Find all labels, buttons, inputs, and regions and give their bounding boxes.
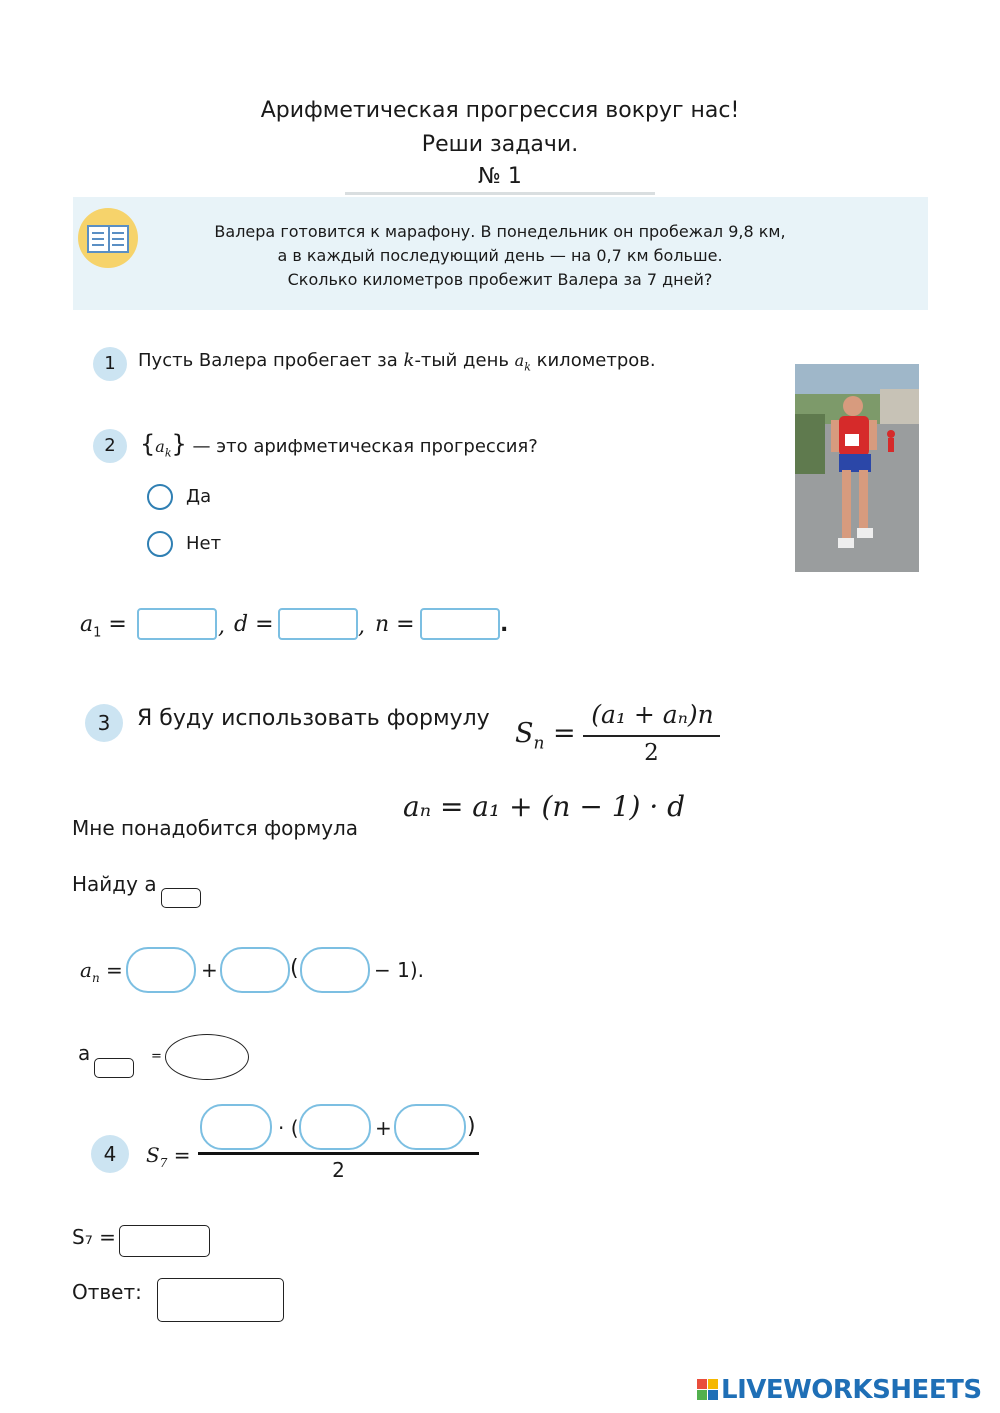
d-input[interactable] xyxy=(278,608,358,640)
equals: = xyxy=(173,1143,191,1167)
comma: , xyxy=(358,614,365,639)
step-1-text-b: -тый день xyxy=(414,350,515,371)
equals: = xyxy=(151,1049,162,1064)
an-n-input[interactable] xyxy=(300,947,370,993)
an-a1-input[interactable] xyxy=(126,947,196,993)
task-top-divider xyxy=(345,192,655,195)
a-index-input[interactable] xyxy=(94,1058,134,1078)
brace-close: } xyxy=(171,430,187,458)
a-value-input[interactable] xyxy=(165,1034,249,1080)
logo-mark-icon xyxy=(697,1379,719,1401)
sum-formula-denominator: 2 xyxy=(644,740,659,766)
equals: = xyxy=(106,958,123,982)
open-paren: ( xyxy=(290,956,299,981)
s7-denominator: 2 xyxy=(332,1158,345,1182)
answer-label: Ответ: xyxy=(72,1280,142,1304)
problem-number: № 1 xyxy=(478,164,522,189)
step-3-badge: 3 xyxy=(85,704,123,742)
logo-text: LIVEWORKSHEETS xyxy=(721,1375,982,1405)
step-1-text-a: Пусть Валера пробегает за xyxy=(138,350,404,371)
comma: , xyxy=(218,614,225,639)
step-4-badge: 4 xyxy=(91,1135,129,1173)
var-a1-sub: 1 xyxy=(93,625,102,641)
radio-no-label: Нет xyxy=(186,533,222,554)
var-a-sub: k xyxy=(164,446,172,460)
minus-one-tail: − 1). xyxy=(374,958,424,982)
answer-input[interactable] xyxy=(157,1278,284,1322)
runner-photo xyxy=(795,364,919,572)
fraction-bar xyxy=(198,1152,479,1155)
n-input[interactable] xyxy=(420,608,500,640)
step-2-question: — это арифметическая прогрессия? xyxy=(186,436,538,457)
radio-yes[interactable] xyxy=(147,484,173,510)
book-icon xyxy=(78,208,138,268)
a-label: а xyxy=(78,1041,91,1065)
sum-formula-lhs xyxy=(515,718,576,753)
var-a: a xyxy=(514,351,525,370)
brace-open: { xyxy=(140,430,156,458)
equals: = xyxy=(553,718,576,749)
var-a-sub: k xyxy=(524,360,531,374)
param-n-label xyxy=(375,612,415,637)
task-line-3: Сколько километров пробежит Валера за 7 дней? xyxy=(287,270,713,289)
s7-label: S₇ = xyxy=(72,1225,116,1249)
s7-an-input[interactable] xyxy=(394,1104,466,1150)
nth-term-formula: aₙ = a₁ + (n − 1) · d xyxy=(403,790,686,823)
need-formula-text: Мне понадобится формула xyxy=(72,816,359,840)
an-label xyxy=(80,958,123,985)
var-s: S xyxy=(515,718,534,749)
equals: = xyxy=(108,612,127,637)
dot-open-paren: · ( xyxy=(278,1116,299,1140)
s7-formula-lhs xyxy=(146,1143,190,1170)
fraction-bar xyxy=(583,735,720,737)
page-title: Арифметическая прогрессия вокруг нас! xyxy=(260,98,740,123)
task-line-1: Валера готовится к марафону. В понедельник он пробежал 9,8 км, xyxy=(214,222,786,241)
var-k: k xyxy=(403,350,415,371)
close-paren: ) xyxy=(467,1114,476,1139)
equals: = xyxy=(255,612,274,637)
var-d: d xyxy=(234,612,249,637)
s7-n-input[interactable] xyxy=(200,1104,272,1150)
task-text xyxy=(140,220,860,292)
liveworksheets-logo xyxy=(697,1375,982,1411)
sum-formula-numerator: (a₁ + aₙ)n xyxy=(591,700,714,729)
task-line-2: а в каждый последующий день — на 0,7 км больше. xyxy=(277,246,723,265)
s7-result-input[interactable] xyxy=(119,1225,210,1257)
period: . xyxy=(500,612,509,637)
step-2-text xyxy=(140,430,538,460)
param-d-label xyxy=(234,612,274,637)
radio-no[interactable] xyxy=(147,531,173,557)
step-1-text xyxy=(138,350,656,374)
step-2-badge: 2 xyxy=(93,429,127,463)
var-s: S xyxy=(146,1143,160,1167)
a1-input[interactable] xyxy=(137,608,217,640)
an-d-input[interactable] xyxy=(220,947,290,993)
s7-a1-input[interactable] xyxy=(299,1104,371,1150)
var-s-sub: n xyxy=(533,733,545,754)
find-index-input[interactable] xyxy=(161,888,201,908)
plus-sign: + xyxy=(375,1116,392,1140)
var-n: n xyxy=(375,612,390,637)
var-a1: a xyxy=(80,612,94,637)
var-a-sub: n xyxy=(91,971,100,985)
var-a: a xyxy=(80,958,92,982)
step-3-text: Я буду использовать формулу xyxy=(137,706,490,731)
var-s-sub: 7 xyxy=(159,1156,168,1170)
plus-sign: + xyxy=(201,958,218,982)
find-text: Найду а xyxy=(72,872,157,896)
page-subtitle: Реши задачи. xyxy=(421,132,579,157)
equals: = xyxy=(396,612,415,637)
radio-yes-label: Да xyxy=(186,486,212,507)
param-a1-label xyxy=(80,612,127,640)
step-1-text-c: километров. xyxy=(530,350,656,371)
var-a: a xyxy=(155,437,165,456)
step-1-badge: 1 xyxy=(93,347,127,381)
